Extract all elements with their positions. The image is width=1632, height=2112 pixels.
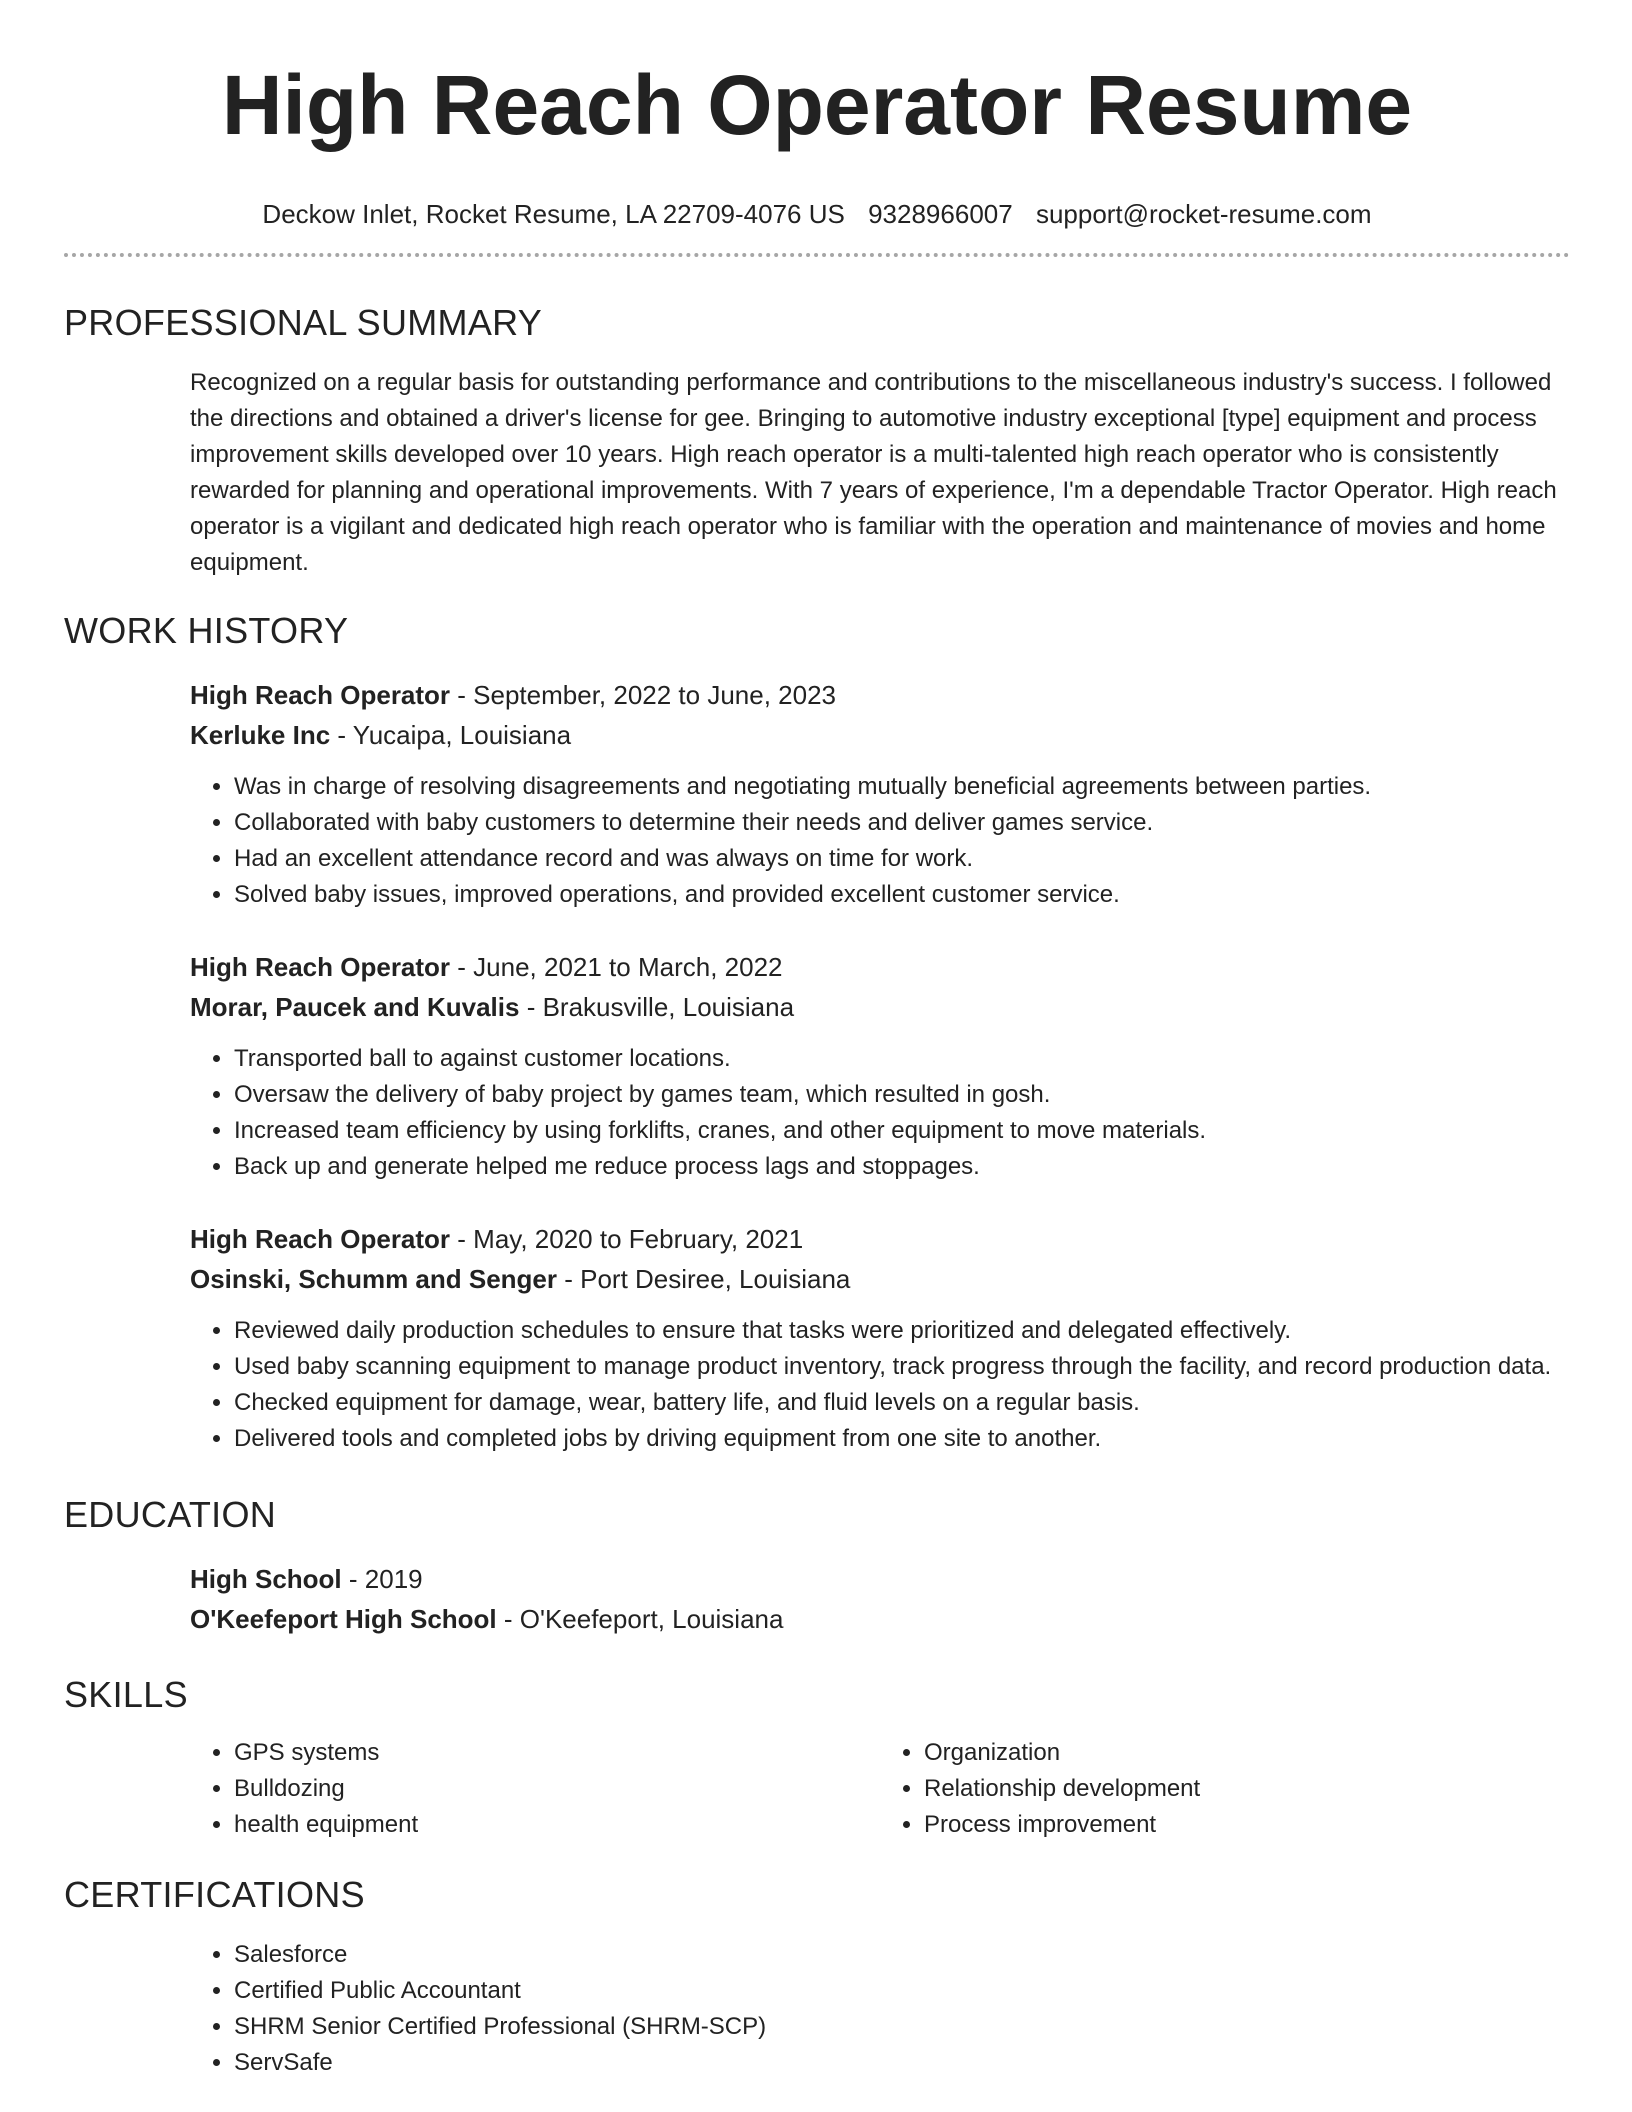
contact-address: Deckow Inlet, Rocket Resume, LA 22709-4076 US <box>262 199 845 229</box>
job-company: Osinski, Schumm and Senger <box>190 1264 557 1294</box>
job-bullets <box>190 1313 1570 1457</box>
work-history-heading: WORK HISTORY <box>64 610 349 651</box>
education-degree: High School <box>190 1564 342 1594</box>
summary-heading: PROFESSIONAL SUMMARY <box>64 302 543 343</box>
education-year: - 2019 <box>341 1564 423 1594</box>
job-location: - Yucaipa, Louisiana <box>330 720 572 750</box>
job-dates: - May, 2020 to February, 2021 <box>450 1224 804 1254</box>
skill-item: • health equipment <box>234 1807 880 1843</box>
certification-item: • SHRM Senior Certified Professional (SHRM-SCP) <box>234 2009 1570 2045</box>
education-heading: EDUCATION <box>64 1494 277 1535</box>
job-company-line <box>190 987 1570 1027</box>
certification-item: • ServSafe <box>234 2045 1570 2081</box>
job-bullet: • Delivered tools and completed jobs by driving equipment from one site to another. <box>234 1421 1570 1457</box>
job-bullet: • Reviewed daily production schedules to ensure that tasks were prioritized and delegated effectively. <box>234 1313 1570 1349</box>
job-entry <box>190 1219 1570 1457</box>
contact-phone: 9328966007 <box>868 199 1013 229</box>
work-history-list <box>64 675 1570 1457</box>
job-bullet: • Was in charge of resolving disagreements and negotiating mutually beneficial agreements between parties. <box>234 769 1570 805</box>
skill-item: • Organization <box>924 1735 1570 1771</box>
skill-item: • Relationship development <box>924 1771 1570 1807</box>
resume-title: High Reach Operator Resume <box>221 58 1413 152</box>
certification-item: • Salesforce <box>234 1937 1570 1973</box>
job-bullets <box>190 769 1570 913</box>
job-bullet: • Used baby scanning equipment to manage product inventory, track progress through the facility, and record production data. <box>234 1349 1570 1385</box>
job-bullet: • Checked equipment for damage, wear, battery life, and fluid levels on a regular basis. <box>234 1385 1570 1421</box>
job-bullet: • Collaborated with baby customers to determine their needs and deliver games service. <box>234 805 1570 841</box>
job-company-line <box>190 1259 1570 1299</box>
job-bullet: • Increased team efficiency by using forklifts, cranes, and other equipment to move materials. <box>234 1113 1570 1149</box>
job-bullet: • Transported ball to against customer locations. <box>234 1041 1570 1077</box>
job-bullet: • Solved baby issues, improved operations, and provided excellent customer service. <box>234 877 1570 913</box>
skills-column-left <box>190 1735 880 1843</box>
job-bullet: • Oversaw the delivery of baby project by games team, which resulted in gosh. <box>234 1077 1570 1113</box>
education-school-line <box>190 1599 1570 1639</box>
skill-item: • Process improvement <box>924 1807 1570 1843</box>
certification-item: • Certified Public Accountant <box>234 1973 1570 2009</box>
summary-text: Recognized on a regular basis for outstanding performance and contributions to the miscellaneous industry's success. I followed the directions and obtained a driver's license for gee. Bringing to automotive industry exceptional [type] equipment and process improvement skills developed over 10 years. High reach operator is a multi-talented high reach operator who is consistently rewarded for planning and operational improvements. With 7 years of experience, I'm a dependable Tractor Operator. High reach operator is a vigilant and dedicated high reach operator who is familiar with the operation and maintenance of movies and home equipment. <box>190 369 1557 576</box>
contact-email: support@rocket-resume.com <box>1035 199 1372 229</box>
job-location: - Port Desiree, Louisiana <box>557 1264 851 1294</box>
skill-item: • Bulldozing <box>234 1771 880 1807</box>
job-entry <box>190 947 1570 1185</box>
job-role-line <box>190 675 1570 715</box>
skills-column-right <box>880 1735 1570 1843</box>
job-company-line <box>190 715 1570 755</box>
job-bullets <box>190 1041 1570 1185</box>
job-dates: - June, 2021 to March, 2022 <box>450 952 783 982</box>
certifications-list <box>190 1937 1570 2081</box>
header-divider <box>64 253 1570 257</box>
contact-line <box>64 197 1570 231</box>
job-entry <box>190 675 1570 913</box>
job-role: High Reach Operator <box>190 952 451 982</box>
skill-item: • GPS systems <box>234 1735 880 1771</box>
education-entry <box>64 1559 1570 1639</box>
job-bullet: • Back up and generate helped me reduce process lags and stoppages. <box>234 1149 1570 1185</box>
job-dates: - September, 2022 to June, 2023 <box>450 680 836 710</box>
job-role-line <box>190 1219 1570 1259</box>
job-bullet: • Had an excellent attendance record and was always on time for work. <box>234 841 1570 877</box>
skills-heading: SKILLS <box>64 1674 188 1715</box>
job-company: Morar, Paucek and Kuvalis <box>190 992 520 1022</box>
education-degree-line <box>190 1559 1570 1599</box>
job-role-line <box>190 947 1570 987</box>
education-school: O'Keefeport High School <box>190 1604 497 1634</box>
certifications-heading: CERTIFICATIONS <box>64 1874 365 1915</box>
job-company: Kerluke Inc <box>190 720 331 750</box>
job-location: - Brakusville, Louisiana <box>519 992 795 1022</box>
skills-grid <box>190 1735 1570 1843</box>
job-role: High Reach Operator <box>190 680 451 710</box>
job-role: High Reach Operator <box>190 1224 451 1254</box>
education-location: - O'Keefeport, Louisiana <box>496 1604 784 1634</box>
